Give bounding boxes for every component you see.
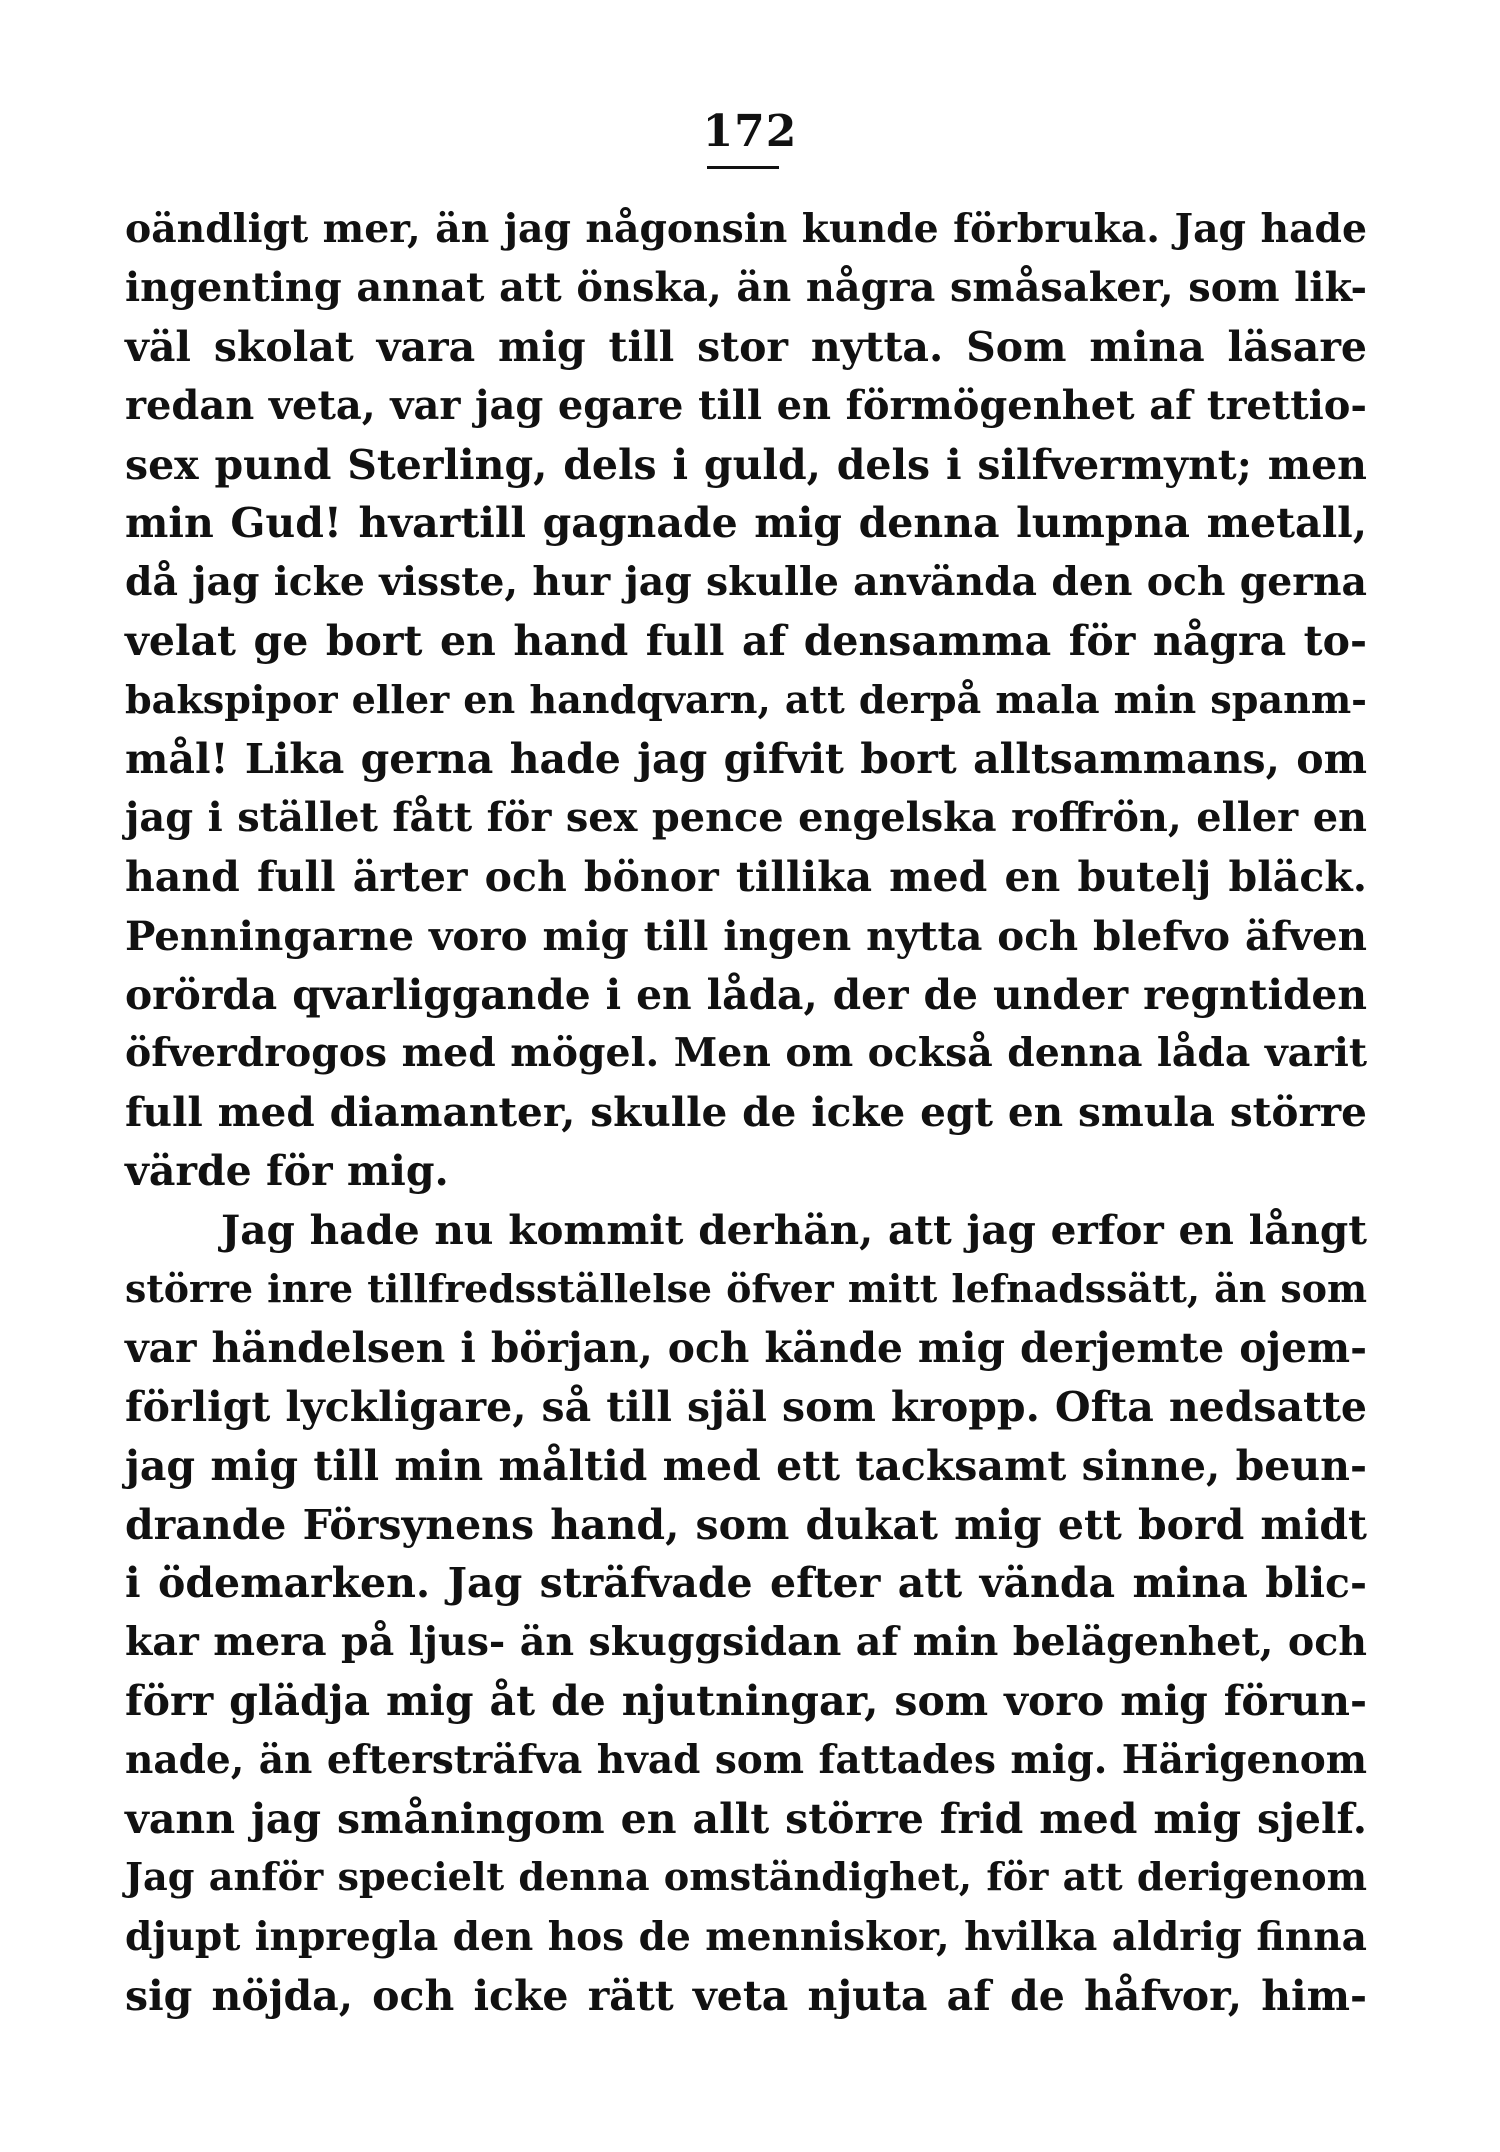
text-line: bakspipor eller en handqvarn, att derpå mala min spanm- [125, 677, 1367, 723]
text-line: sig nöjda, och icke rätt veta njuta af de håfvor, him- [125, 1971, 1367, 2020]
text-line: ingenting annat att önska, än några småsaker, som lik- [125, 264, 1367, 311]
text-line: värde för mig. [125, 1147, 449, 1196]
text-line: sex pund Sterling, dels i guld, dels i silfvermynt; men [125, 440, 1367, 489]
text-line: då jag icke visste, hur jag skulle använda den och gerna [125, 559, 1367, 606]
page-number: 172 [702, 106, 798, 157]
text-line: i ödemarken. Jag sträfvade efter att vända mina blic- [125, 1559, 1367, 1608]
text-line: förr glädja mig åt de njutningar, som voro mig förun- [125, 1677, 1367, 1726]
text-line: oändligt mer, än jag någonsin kunde förbruka. Jag hade [125, 206, 1367, 252]
text-line: djupt inpregla den hos de menniskor, hvilka aldrig finna [125, 1913, 1367, 1960]
text-line: var händelsen i början, och kände mig derjemte ojem- [125, 1323, 1367, 1372]
text-line: redan veta, var jag egare till en förmögenhet af trettio- [125, 382, 1367, 429]
text-line: öfverdrogos med mögel. Men om också denna låda varit [125, 1030, 1367, 1077]
text-line: vann jag småningom en allt större frid med mig sjelf. [125, 1795, 1367, 1844]
text-line: full med diamanter, skulle de icke egt en smula större [125, 1088, 1367, 1137]
text-line: mål! Lika gerna hade jag gifvit bort alltsammans, om [125, 735, 1367, 784]
body-text [125, 200, 1367, 2026]
text-line: nade, än eftersträfva hvad som fattades mig. Härigenom [125, 1737, 1367, 1784]
text-line: kar mera på ljus- än skuggsidan af min belägenhet, och [125, 1619, 1367, 1666]
text-line: drande Försynens hand, som dukat mig ett bord midt [125, 1500, 1367, 1549]
page-number-rule [707, 166, 779, 169]
text-line: orörda qvarliggande i en låda, der de under regntiden [125, 970, 1367, 1019]
text-line: väl skolat vara mig till stor nytta. Som mina läsare [125, 322, 1367, 371]
text-line: velat ge bort en hand full af densamma för några to- [125, 617, 1367, 666]
text-line: Jag anför specielt denna omständighet, för att derigenom [125, 1854, 1367, 1900]
text-line: min Gud! hvartill gagnade mig denna lumpna metall, [125, 499, 1367, 548]
text-line: hand full ärter och bönor tillika med en butelj bläck. [125, 852, 1367, 901]
text-line: jag mig till min måltid med ett tacksamt sinne, beun- [125, 1441, 1367, 1490]
text-line: förligt lyckligare, så till själ som kropp. Ofta nedsatte [125, 1382, 1367, 1431]
text-line: Jag hade nu kommit derhän, att jag erfor en långt [221, 1206, 1367, 1255]
text-line: större inre tillfredsställelse öfver mitt lefnadssätt, än som [125, 1266, 1367, 1312]
text-line: jag i stället fått för sex pence engelska roffrön, eller en [125, 794, 1367, 841]
text-line: Penningarne voro mig till ingen nytta och blefvo äfven [125, 911, 1367, 960]
